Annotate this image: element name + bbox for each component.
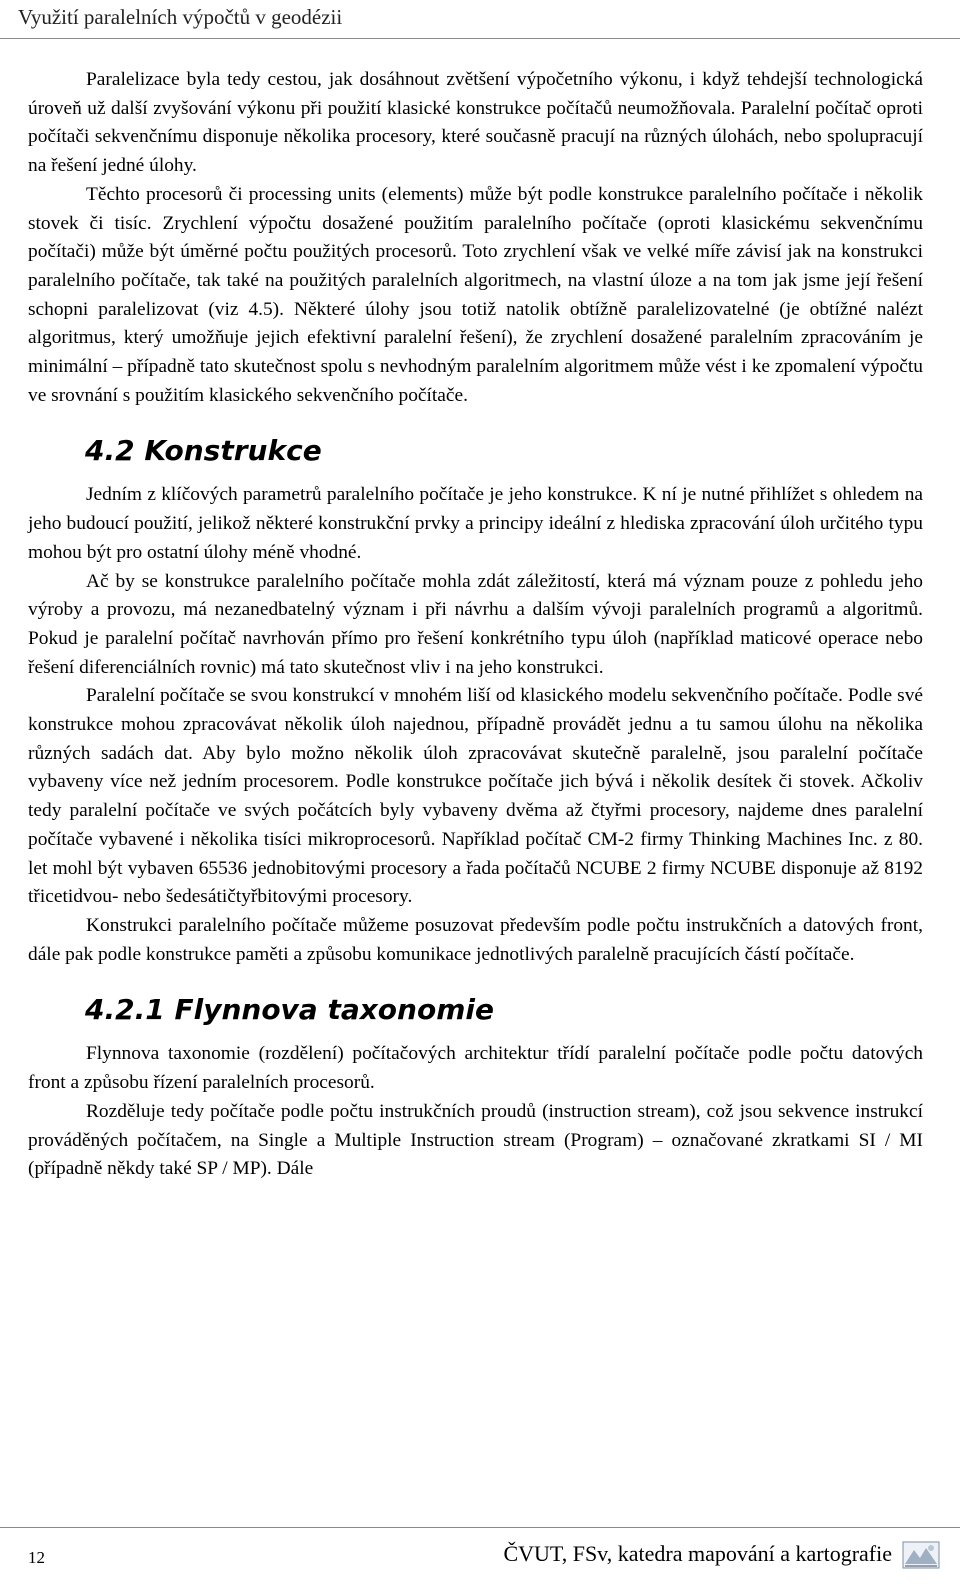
- paragraph: Těchto procesorů či processing units (elements) může být podle konstrukce paralelního počítače i několik stovek či tisíc. Zrychlení výpočtu dosažené použitím paralelního počítače (oproti klasickému sekvenčnímu počítači) může být úměrné počtu použitých procesorů. Toto zrychlení však ve velké míře závisí jak na konstrukci paralelního počítače, tak také na použitých paralelních algoritmech, na vlastní úloze a na tom jak jsme její řešení schopni paralelizovat (viz 4.5). Některé úlohy jsou totiž natolik obtížně paralelizovatelné (je obtížné nalézt algoritmus, který umožňuje jejich efektivní paralelní řešení), že zrychlení dosažené paralelním zpracováním je minimální – případně tato skutečnost spolu s nevhodným paralelním algoritmem může vést i ke zpomalení výpočtu ve srovnání s použitím klasického sekvenčního počítače.: [28, 183, 923, 406]
- header-divider: [0, 38, 960, 39]
- paragraph: Jedním z klíčových parametrů paralelního počítače je jeho konstrukce. K ní je nutné přihlížet s ohledem na jeho budoucí použití, jelikož některé konstrukční prvky a principy ideální z hlediska zpracování úloh určitého typu mohou být pro ostatní úlohy méně vhodné.: [28, 484, 923, 563]
- section-heading: 4.2 Konstrukce: [85, 434, 322, 468]
- page-number: 12: [28, 1548, 45, 1567]
- paragraph: Flynnova taxonomie (rozdělení) počítačových architektur třídí paralelní počítače podle počtu datových front a způsobu řízení paralelních procesorů.: [28, 1043, 923, 1094]
- page-content: [28, 66, 923, 1184]
- paragraph: Konstrukci paralelního počítače můžeme posuzovat především podle počtu instrukčních a datových front, dále pak podle konstrukce paměti a způsobu komunikace jednotlivých paralelně pracujících částí počítače.: [28, 914, 923, 965]
- paragraph: Paralelizace byla tedy cestou, jak dosáhnout zvětšení výpočetního výkonu, i když tehdejší technologická úroveň už další zvyšování výkonu při použití klasické konstrukce počítačů neumožňovala. Paralelní počítač oproti počítači sekvenčnímu disponuje několika procesory, které současně pracují na různých úlohách, nebo spolupracují na řešení jedné úlohy.: [28, 69, 923, 177]
- paragraph: Rozděluje tedy počítače podle počtu instrukčních proudů (instruction stream), což jsou sekvence instrukcí prováděných počítačem, na Single a Multiple Instruction stream (Program) – označované zkratkami SI / MI (případně někdy také SP / MP). Dále: [28, 1100, 923, 1180]
- subsection-heading: 4.2.1 Flynnova taxonomie: [85, 993, 494, 1027]
- paragraph: Paralelní počítače se svou konstrukcí v mnohém liší od klasického modelu sekvenčního počítače. Podle své konstrukce mohou zpracovávat několik úloh najednou, případně provádět jednu a tu samou úlohu na několika různých sadách dat. Aby bylo možno několik úloh zpracovávat skutečně paralelně, jsou paralelní počítače vybaveny více než jedním procesorem. Podle konstrukce počítače jich bývá i několik desítek či stovek. Ačkoliv tedy paralelní počítače ve svých počátcích byly vybaveny dvěma až čtyřmi procesory, najdeme dnes paralelní počítače vybavené i několika tisíci mikroprocesorů. Například počítač CM-2 firmy Thinking Machines Inc. z 80. let mohl být vybaven 65536 jednobitovými procesory a řada počítačů NCUBE 2 firmy NCUBE disponuje až 8192 třicetidvou- nebo šedesátičtyřbitovými procesory.: [28, 685, 923, 908]
- footer-divider: [0, 1527, 960, 1528]
- paragraph: Ač by se konstrukce paralelního počítače mohla zdát záležitostí, která má význam pouze z pohledu jeho výroby a provozu, má nezanedbatelný význam i při návrhu a dalším vývoji paralelních programů a algoritmů. Pokud je paralelní počítač navrhován přímo pro řešení konkrétního typu úloh (například maticové operace nebo řešení diferenciálních rovnic) má tato skutečnost vliv i na jeho konstrukci.: [28, 570, 923, 678]
- running-header: Využití paralelních výpočtů v geodézii: [18, 5, 343, 29]
- department-logo-icon: [902, 1540, 940, 1570]
- footer-institution: ČVUT, FSv, katedra mapování a kartografie: [503, 1541, 892, 1566]
